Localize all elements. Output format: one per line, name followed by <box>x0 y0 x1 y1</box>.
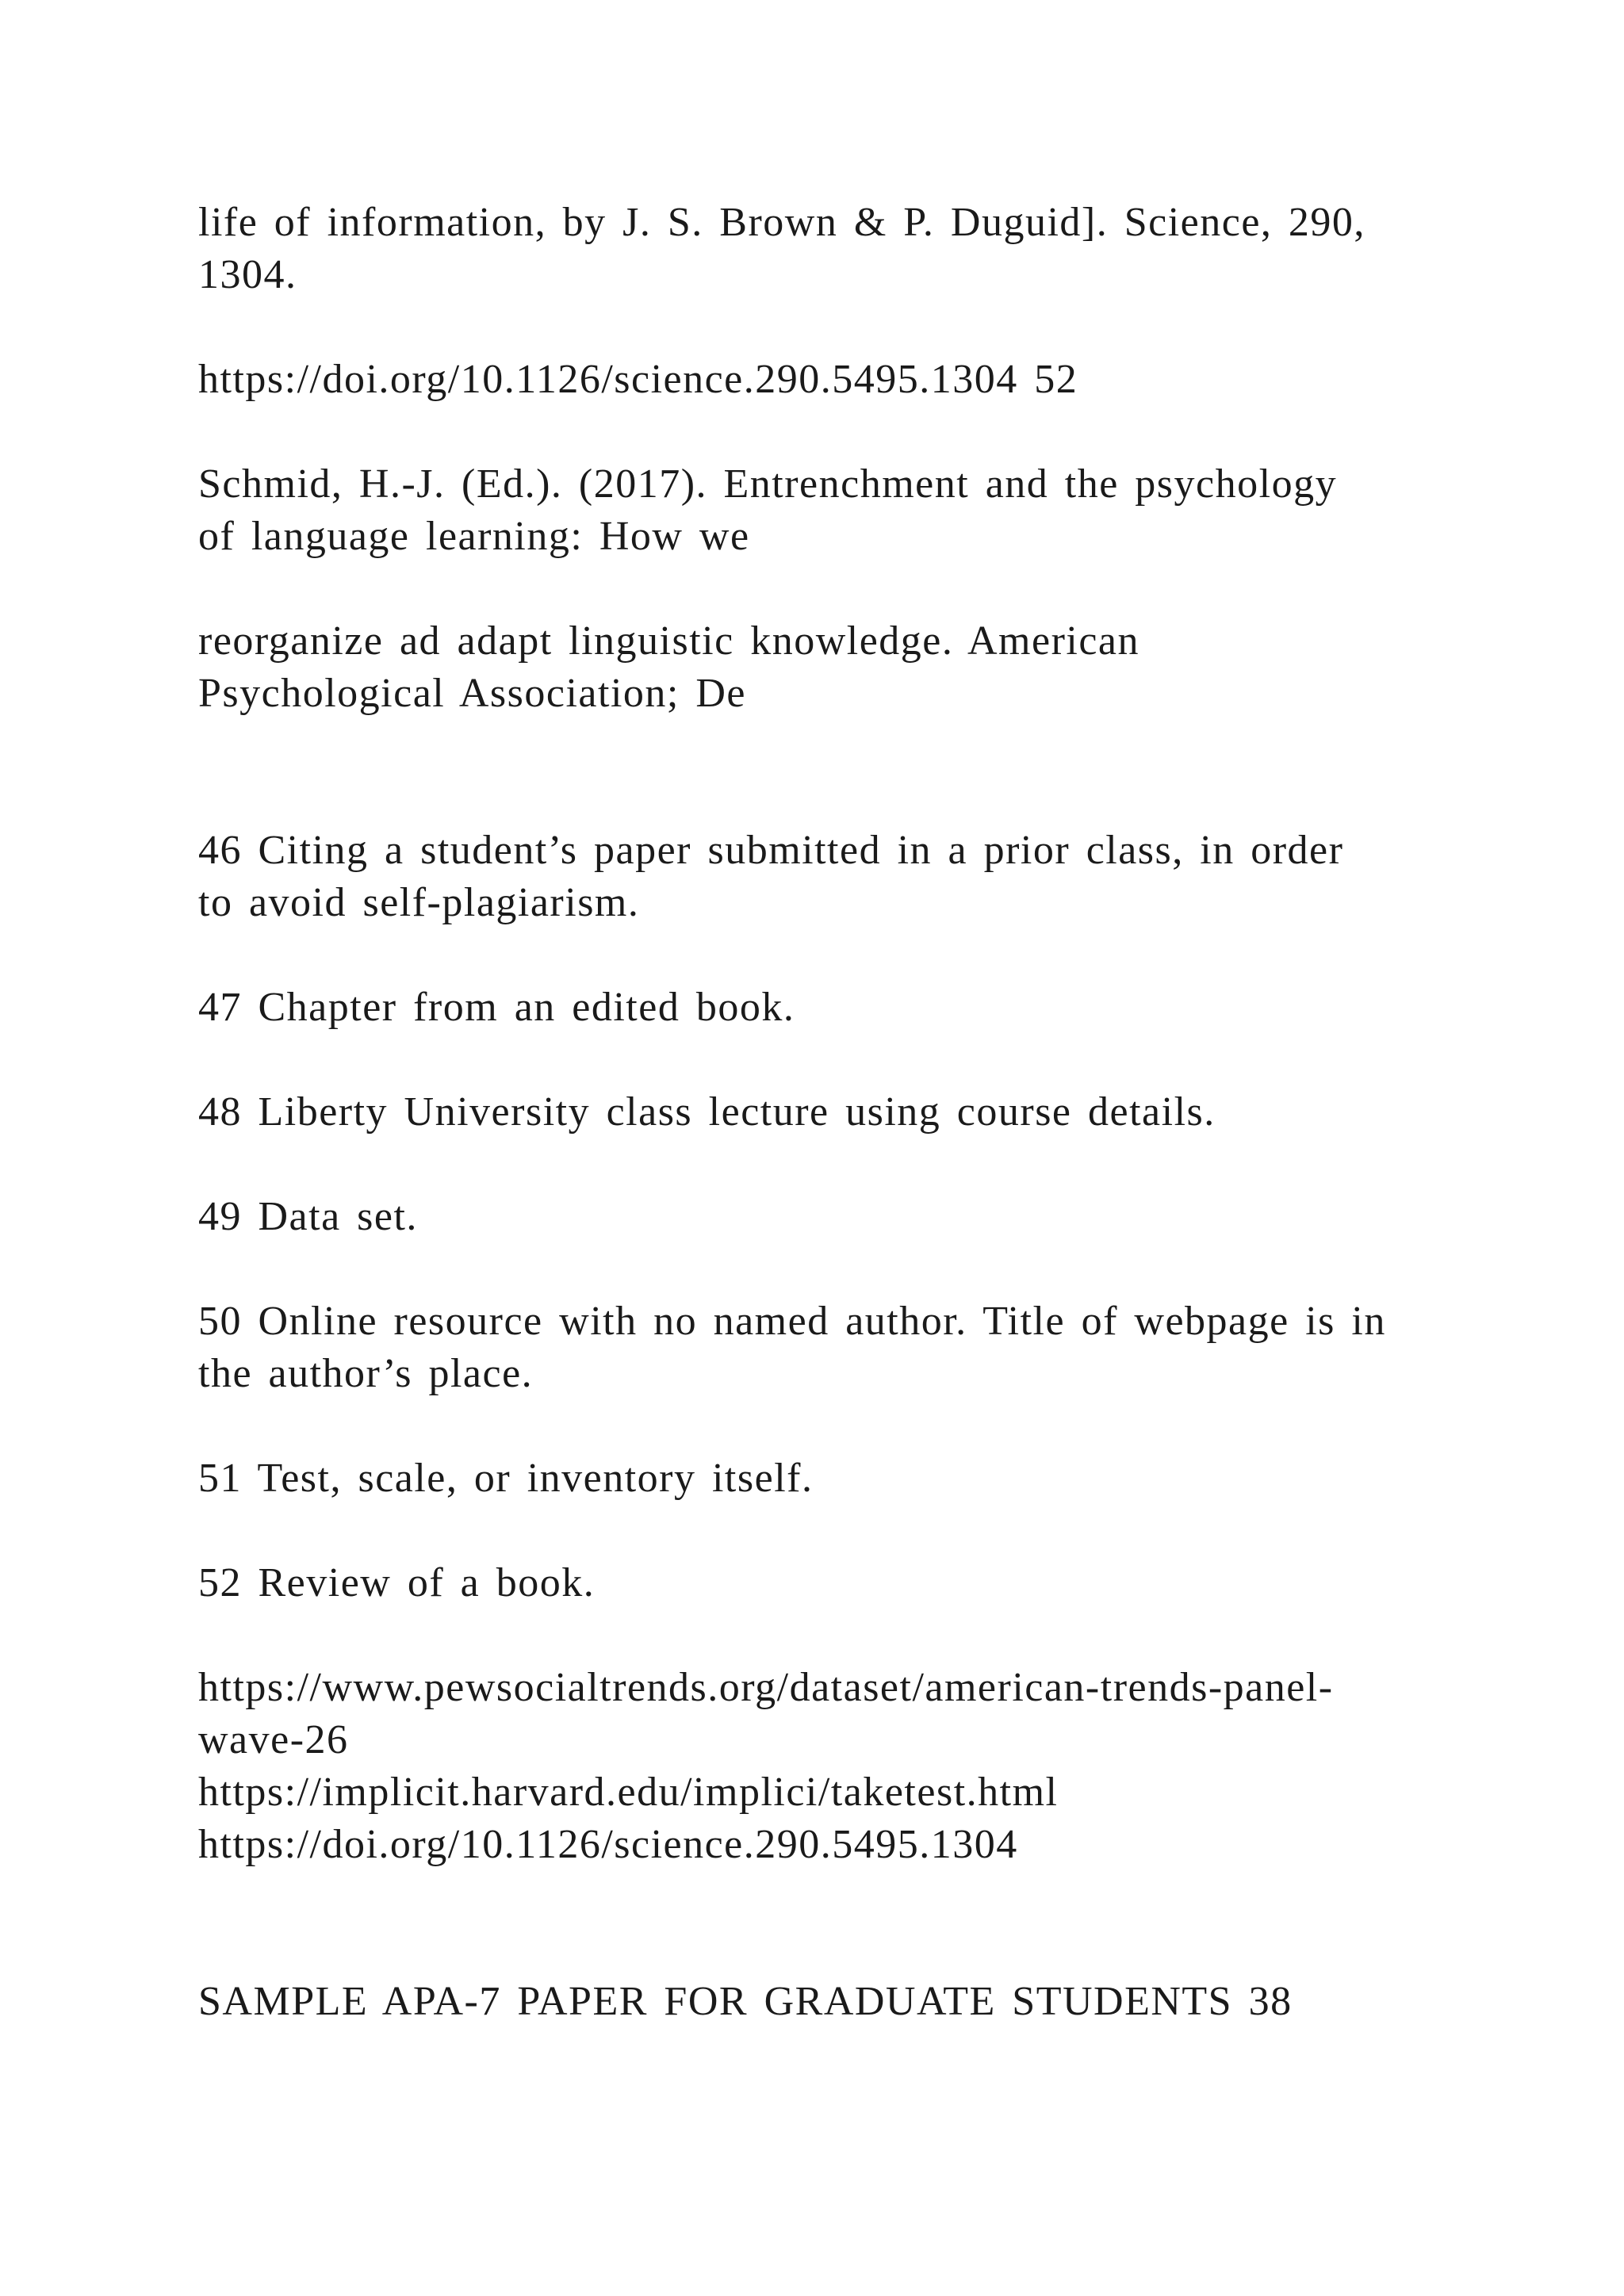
footnote-52: 52 Review of a book. <box>198 1560 596 1605</box>
text-line: life of information, by J. S. Brown & P. Duguid]. Science, 290, <box>198 200 1365 245</box>
url-line: https://www.pewsocialtrends.org/dataset/american-trends-panel- <box>198 1665 1334 1710</box>
footnote-46: to avoid self-plagiarism. <box>198 880 640 925</box>
footnote-48: 48 Liberty University class lecture using course details. <box>198 1089 1216 1135</box>
url-line: https://doi.org/10.1126/science.290.5495.1304 <box>198 1822 1018 1867</box>
footnote-51: 51 Test, scale, or inventory itself. <box>198 1456 814 1501</box>
url-line: wave-26 <box>198 1717 349 1762</box>
reference-entry: reorganize ad adapt linguistic knowledge. American <box>198 618 1139 664</box>
reference-entry: of language learning: How we <box>198 514 750 559</box>
doi-link: https://doi.org/10.1126/science.290.5495.1304 52 <box>198 357 1078 402</box>
footnote-49: 49 Data set. <box>198 1194 418 1239</box>
running-head: SAMPLE APA-7 PAPER FOR GRADUATE STUDENTS 38 <box>198 1979 1293 2024</box>
reference-entry: Schmid, H.-J. (Ed.). (2017). Entrenchment and the psychology <box>198 461 1338 507</box>
reference-entry: Psychological Association; De <box>198 671 746 716</box>
footnote-50: 50 Online resource with no named author. Title of webpage is in <box>198 1299 1386 1344</box>
footnote-50: the author’s place. <box>198 1351 534 1396</box>
text-line: 1304. <box>198 252 297 297</box>
url-line: https://implicit.harvard.edu/implici/taketest.html <box>198 1770 1059 1815</box>
footnote-46: 46 Citing a student’s paper submitted in a prior class, in order <box>198 828 1344 873</box>
footnote-47: 47 Chapter from an edited book. <box>198 985 795 1030</box>
